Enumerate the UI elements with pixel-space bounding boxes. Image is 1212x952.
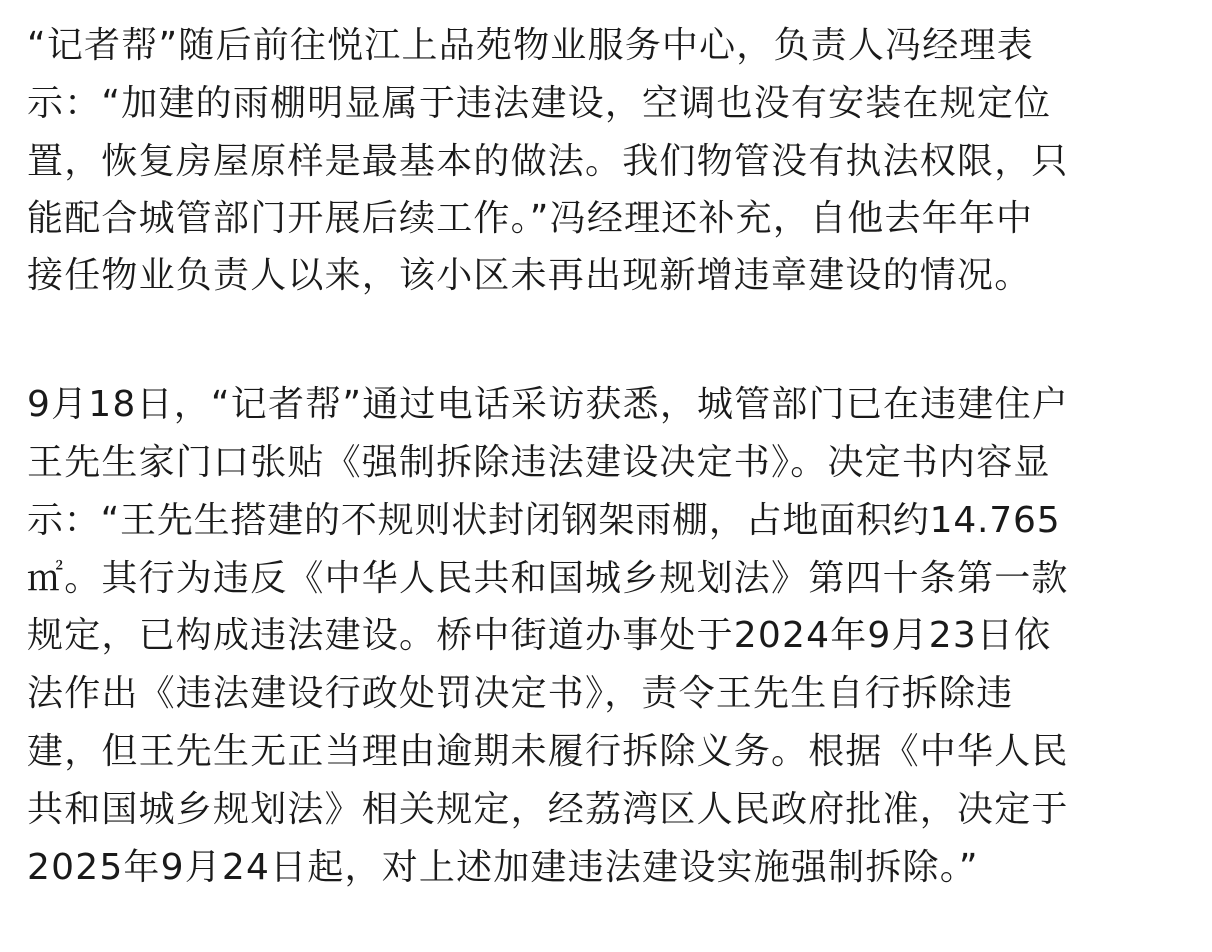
text-line: 王先生家门口张贴《强制拆除违法建设决定书》。决定书内容显 — [27, 442, 1051, 483]
text-line: 示：“王先生搭建的不规则状封闭钢架雨棚，占地面积约14.765 — [27, 500, 1061, 541]
text-line: 2025年9月24日起，对上述加建违法建设实施强制拆除。” — [27, 847, 979, 888]
text-line: 共和国城乡规划法》相关规定，经荔湾区人民政府批准，决定于 — [27, 789, 1069, 830]
text-line: 建，但王先生无正当理由逾期未履行拆除义务。根据《中华人民 — [27, 731, 1069, 772]
text-line: 接任物业负责人以来，该小区未再出现新增违章建设的情况。 — [27, 255, 1032, 296]
text-line: 能配合城管部门开展后续工作。”冯经理还补充，自他去年年中 — [27, 198, 1034, 239]
text-line: 规定，已构成违法建设。桥中街道办事处于2024年9月23日依 — [27, 615, 1052, 656]
text-line: 示：“加建的雨棚明显属于违法建设，空调也没有安装在规定位 — [27, 83, 1052, 124]
text-line: 9月18日，“记者帮”通过电话采访获悉，城管部门已在违建住户 — [27, 384, 1070, 425]
text-line: 法作出《违法建设行政处罚决定书》，责令王先生自行拆除违 — [27, 673, 1014, 714]
text-line: ㎡。其行为违反《中华人民共和国城乡规划法》第四十条第一款 — [27, 558, 1069, 599]
text-line: “记者帮”随后前往悦江上品苑物业服务中心，负责人冯经理表 — [27, 25, 1034, 66]
text-line: 置，恢复房屋原样是最基本的做法。我们物管没有执法权限，只 — [27, 141, 1069, 182]
